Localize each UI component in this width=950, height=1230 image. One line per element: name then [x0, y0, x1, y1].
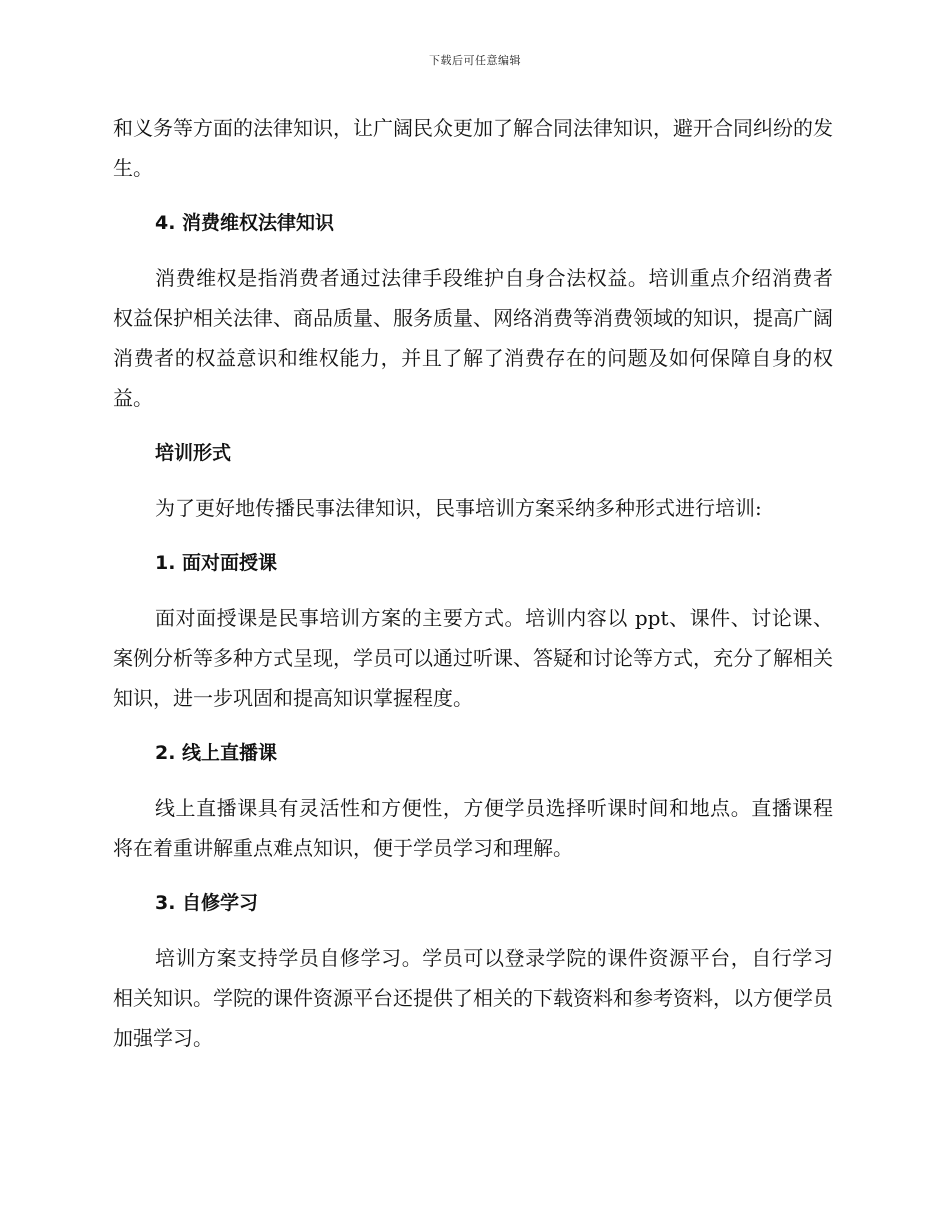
paragraph-contract-continuation: 和义务等方面的法律知识，让广阔民众更加了解合同法律知识，避开合同纠纷的发生。 [113, 116, 833, 180]
heading-face-to-face: 1. 面对面授课 [155, 552, 278, 574]
paragraph-face-to-face: 面对面授课是民事培训方案的主要方式。培训内容以 ppt、课件、讨论课、案例分析等多种方式呈现，学员可以通过听课、答疑和讨论等方式，充分了解相关知识，进一步巩固和提高知识掌握程度。 [113, 606, 833, 710]
heading-self-study: 3. 自修学习 [155, 892, 259, 914]
paragraph-self-study: 培训方案支持学员自修学习。学员可以登录学院的课件资源平台，自行学习相关知识。学院的课件资源平台还提供了相关的下载资料和参考资料，以方便学员加强学习。 [113, 946, 833, 1050]
document-body [113, 108, 833, 1073]
heading-consumer-rights: 4. 消费维权法律知识 [155, 212, 335, 234]
paragraph-consumer-rights: 消费维权是指消费者通过法律手段维护自身合法权益。培训重点介绍消费者权益保护相关法律、商品质量、服务质量、网络消费等消费领域的知识，提高广阔消费者的权益意识和维权能力，并且了解了消费存在的问题及如何保障自身的权益。 [113, 266, 833, 410]
heading-training-format: 培训形式 [155, 442, 232, 464]
paragraph-training-format-intro: 为了更好地传播民事法律知识，民事培训方案采纳多种形式进行培训: [155, 496, 762, 520]
paragraph-online-live: 线上直播课具有灵活性和方便性，方便学员选择听课时间和地点。直播课程将在着重讲解重点难点知识，便于学员学习和理解。 [113, 796, 833, 860]
heading-online-live: 2. 线上直播课 [155, 742, 278, 764]
page-header: 下载后可任意编辑 [429, 54, 521, 67]
